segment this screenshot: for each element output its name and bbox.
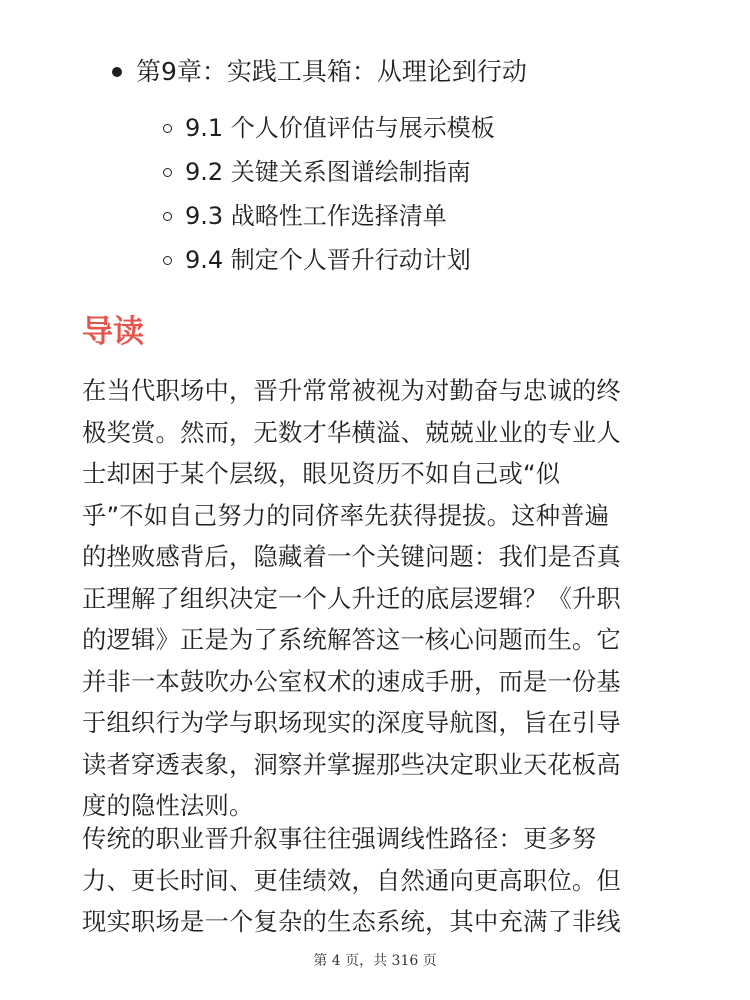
paragraph-line: 现实职场是一个复杂的生态系统，其中充满了非线 bbox=[82, 907, 621, 936]
paragraph-line: 于组织行为学与职场现实的深度导航图，旨在引导 bbox=[82, 708, 621, 737]
toc-section-label: 9.4 制定个人晋升行动计划 bbox=[185, 246, 471, 274]
paragraph-line: 并非一本鼓吹办公室权术的速成手册，而是一份基 bbox=[82, 666, 621, 696]
paragraph-line: 的逻辑》正是为了系统解答这一核心问题而生。它 bbox=[82, 625, 621, 654]
toc-section-label: 9.2 关键关系图谱绘制指南 bbox=[185, 158, 471, 186]
paragraph-line: 在当代职场中，晋升常常被视为对勤奋与忠诚的终 bbox=[82, 376, 621, 405]
paragraph-line: 力、更长时间、更佳绩效，自然通向更高职位。但 bbox=[82, 865, 621, 895]
bullet-circle-icon bbox=[163, 168, 172, 177]
toc-section-list bbox=[163, 106, 495, 282]
paragraph-line: 度的隐性法则。 bbox=[82, 791, 254, 820]
body-paragraph bbox=[82, 370, 672, 827]
paragraph-line: 乎”不如自己努力的同侪率先获得提拔。这种普遍 bbox=[82, 500, 610, 530]
bullet-circle-icon bbox=[163, 212, 172, 221]
paragraph-line: 士却困于某个层级，眼见资历不如自己或“似 bbox=[82, 459, 561, 488]
section-heading: 导读 bbox=[82, 314, 144, 350]
toc-section-item bbox=[163, 150, 495, 194]
paragraph-line: 读者穿透表象，洞察并掌握那些决定职业天花板高 bbox=[82, 749, 621, 779]
paragraph-line: 传统的职业晋升叙事往往强调线性路径：更多努 bbox=[82, 824, 597, 853]
paragraph-line: 极奖赏。然而，无数才华横溢、兢兢业业的专业人 bbox=[82, 417, 621, 447]
bullet-circle-icon bbox=[163, 124, 172, 133]
toc-section-item bbox=[163, 194, 495, 238]
page-number-footer: 第 4 页，共 316 页 bbox=[313, 953, 437, 969]
toc-section-label: 9.1 个人价值评估与展示模板 bbox=[185, 114, 495, 142]
bullet-circle-icon bbox=[163, 256, 172, 265]
toc-chapter-item bbox=[112, 50, 527, 94]
toc-section-label: 9.3 战略性工作选择清单 bbox=[185, 202, 447, 230]
toc-chapter-label: 第9章：实践工具箱：从理论到行动 bbox=[136, 57, 527, 86]
body-paragraph bbox=[82, 818, 672, 943]
paragraph-line: 正理解了组织决定一个人升迁的底层逻辑？《升职 bbox=[82, 583, 621, 613]
toc-section-item bbox=[163, 238, 495, 282]
bullet-disc-icon bbox=[112, 67, 122, 77]
paragraph-line: 的挫败感背后，隐藏着一个关键问题：我们是否真 bbox=[82, 542, 621, 571]
toc-section-item bbox=[163, 106, 495, 150]
